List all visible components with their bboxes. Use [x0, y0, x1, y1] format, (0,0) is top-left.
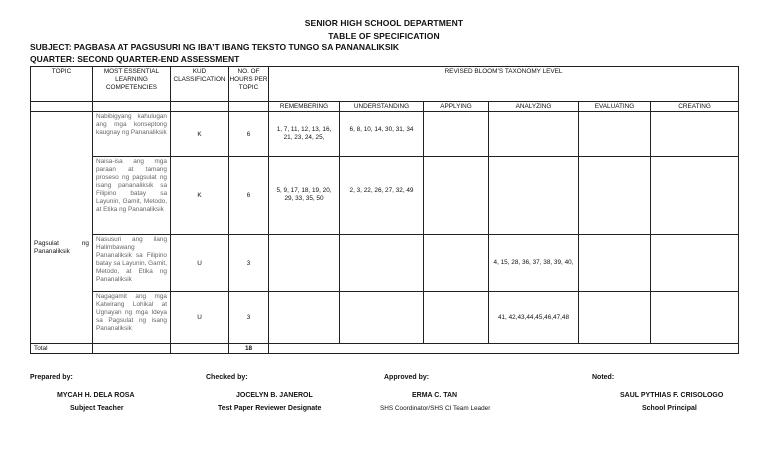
coordinator-name: ERMA C. TAN [412, 392, 458, 399]
approved-by-label: Approved by: [384, 374, 430, 381]
understanding-items [340, 292, 424, 344]
reviewer-title: Test Paper Reviewer Designate [218, 405, 322, 412]
analyzing-items: 41, 42,43,44,45,46,47,48 [489, 292, 579, 344]
competency-cell: Nagagamit ang mga Katwirang Lohikal at Ugnayan ng mga Ideya sa Pagsulat ng isang Pananaliksik [93, 292, 171, 344]
kud-cell: K [171, 112, 229, 157]
teacher-name: MYCAH H. DELA ROSA [57, 392, 135, 399]
specification-table [30, 66, 739, 354]
level-analyzing: ANALYZING [489, 102, 579, 112]
analyzing-items: 4, 15, 28, 36, 37, 38, 39, 40, [489, 235, 579, 292]
hours-cell: 6 [229, 112, 269, 157]
understanding-items: 6, 8, 10, 14, 30, 31, 34 [340, 112, 424, 157]
header-competencies: MOST ESSENTIAL LEARNING COMPETENCIES [93, 67, 171, 102]
applying-items [424, 112, 489, 157]
quarter-line: QUARTER: SECOND QUARTER-END ASSESSMENT [30, 54, 240, 64]
creating-items [651, 292, 739, 344]
competency-cell: Nasusuri ang ilang Halimbawang Pananaliksik sa Filipino batay sa Layunin, Gamit, Metodo, at Etika ng Pananaliksik [93, 235, 171, 292]
table-row [31, 157, 739, 235]
creating-items [651, 235, 739, 292]
remembering-items: 5, 9, 17, 18, 19, 20, 29, 33, 35, 50 [269, 157, 340, 235]
evaluating-items [579, 157, 651, 235]
kud-cell: U [171, 292, 229, 344]
principal-title: School Principal [642, 405, 697, 412]
remembering-items [269, 292, 340, 344]
topic-cell: Pagsulat ng Pananaliksik [31, 112, 93, 344]
total-row [31, 344, 739, 354]
noted-label: Noted: [592, 374, 615, 381]
header-hours: NO. OF HOURS PER TOPIC [229, 67, 269, 102]
department-title: SENIOR HIGH SCHOOL DEPARTMENT [304, 18, 464, 28]
remembering-items: 1, 7, 11, 12, 13, 16, 21, 23, 24, 25, [269, 112, 340, 157]
table-row [31, 235, 739, 292]
kud-cell: U [171, 235, 229, 292]
level-creating: CREATING [651, 102, 739, 112]
competency-cell: Naisa-isa ang mga paraan at tamang proseso ng pagsulat ng isang pananaliksik sa Filipino batay sa Layunin, Gamit, Metodo, at Etika ng Pananaliksik [93, 157, 171, 235]
creating-items [651, 157, 739, 235]
header-blooms: REVISED BLOOM’S TAXONOMY LEVEL [269, 67, 739, 102]
kud-cell: K [171, 157, 229, 235]
prepared-by-label: Prepared by: [30, 374, 73, 381]
level-remembering: REMEMBERING [269, 102, 340, 112]
total-label: Total [31, 344, 93, 354]
applying-items [424, 157, 489, 235]
analyzing-items [489, 112, 579, 157]
reviewer-name: JOCELYN B. JANEROL [236, 392, 313, 399]
evaluating-items [579, 235, 651, 292]
hours-cell: 3 [229, 235, 269, 292]
understanding-items: 2, 3, 22, 26, 27, 32, 49 [340, 157, 424, 235]
header-row [31, 67, 739, 102]
level-evaluating: EVALUATING [579, 102, 651, 112]
coordinator-title: SHS Coordinator/SHS CI Team Leader [380, 405, 491, 412]
understanding-items [340, 235, 424, 292]
table-row [31, 292, 739, 344]
total-hours: 18 [229, 344, 269, 354]
competency-cell: Nabibigyang kahulugan ang mga konseptong kaugnay ng Pananaliksik [93, 112, 171, 157]
applying-items [424, 235, 489, 292]
evaluating-items [579, 292, 651, 344]
table-row [31, 112, 739, 157]
hours-cell: 6 [229, 157, 269, 235]
evaluating-items [579, 112, 651, 157]
level-applying: APPLYING [424, 102, 489, 112]
header-kud: KUD CLASSIFICATION [171, 67, 229, 102]
teacher-title: Subject Teacher [70, 405, 124, 412]
principal-name: SAUL PYTHIAS F. CRISOLOGO [620, 392, 724, 399]
document-title: TABLE OF SPECIFICATION [328, 31, 440, 41]
remembering-items [269, 235, 340, 292]
analyzing-items [489, 157, 579, 235]
hours-cell: 3 [229, 292, 269, 344]
subject-line: SUBJECT: PAGBASA AT PAGSUSURI NG IBA’T IBANG TEKSTO TUNGO SA PANANALIKSIK [30, 42, 399, 52]
level-understanding: UNDERSTANDING [340, 102, 424, 112]
applying-items [424, 292, 489, 344]
creating-items [651, 112, 739, 157]
header-topic: TOPIC [31, 67, 93, 102]
levels-row [31, 102, 739, 112]
checked-by-label: Checked by: [206, 374, 248, 381]
